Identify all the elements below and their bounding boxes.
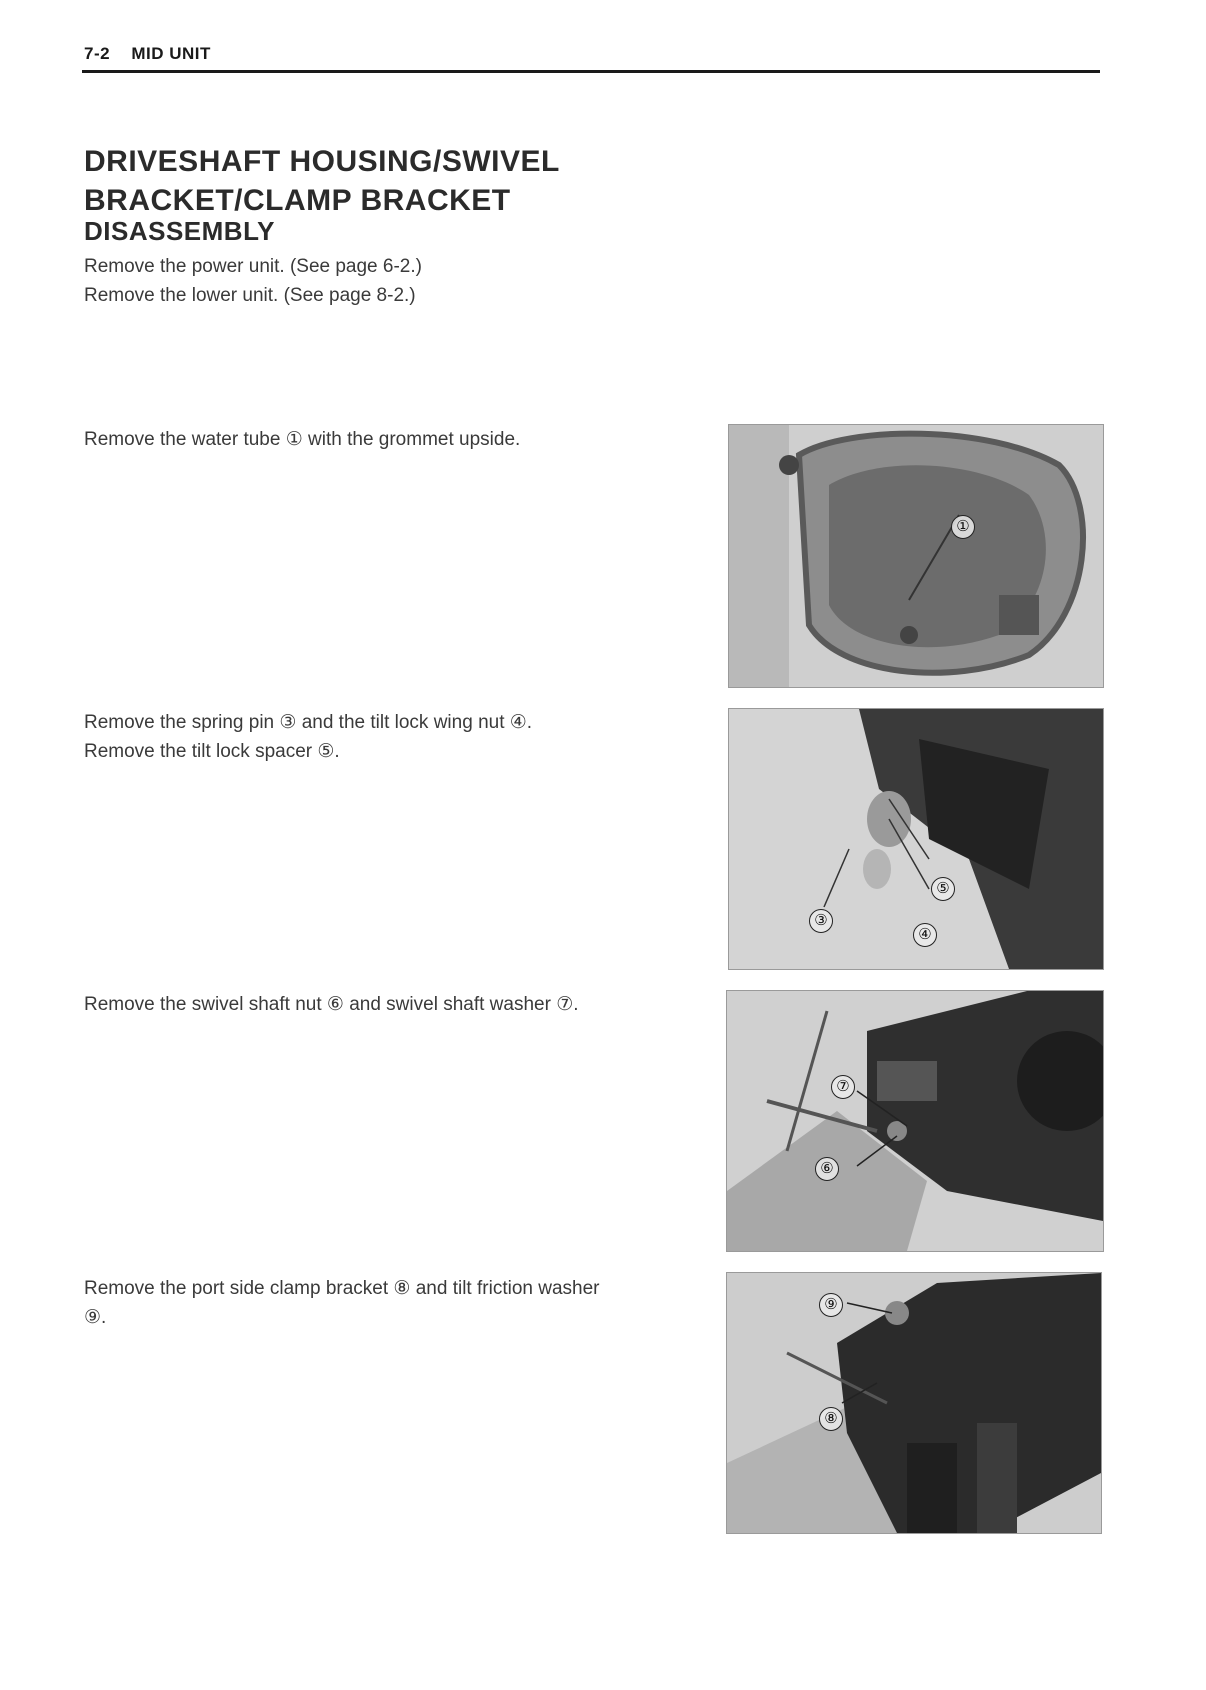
callout-3: ③ (809, 909, 833, 933)
section-title: MID UNIT (131, 44, 211, 63)
page-number: 7-2 (84, 44, 111, 63)
callout-7: ⑦ (831, 1075, 855, 1099)
photo-swivel-shaft (726, 990, 1104, 1252)
title-line-1: DRIVESHAFT HOUSING/SWIVEL (84, 145, 560, 178)
page-header (84, 44, 211, 64)
step-1-line-1: Remove the water tube ① with the grommet upside. (84, 429, 521, 450)
step-3-text (84, 990, 579, 1019)
page-title (84, 142, 560, 220)
photo-tilt-lock (728, 708, 1104, 970)
callout-8: ⑧ (819, 1407, 843, 1431)
subtitle: DISASSEMBLY (84, 216, 275, 246)
photo-clamp-bracket (726, 1272, 1102, 1534)
step-2-line-1: Remove the spring pin ③ and the tilt lock wing nut ④. (84, 712, 533, 733)
callout-6: ⑥ (815, 1157, 839, 1181)
intro-text (84, 252, 422, 310)
title-line-2: BRACKET/CLAMP BRACKET (84, 184, 511, 217)
callout-1: ① (951, 515, 975, 539)
intro-line-2: Remove the lower unit. (See page 8-2.) (84, 285, 416, 306)
header-rule (82, 70, 1100, 73)
callout-4: ④ (913, 923, 937, 947)
step-2-line-2: Remove the tilt lock spacer ⑤. (84, 741, 340, 762)
callout-5: ⑤ (931, 877, 955, 901)
intro-line-1: Remove the power unit. (See page 6-2.) (84, 256, 422, 277)
callout-9: ⑨ (819, 1293, 843, 1317)
step-4-line-1: Remove the port side clamp bracket ⑧ and tilt friction washer (84, 1278, 600, 1299)
step-4-line-2: ⑨. (84, 1307, 107, 1328)
step-3-line-1: Remove the swivel shaft nut ⑥ and swivel shaft washer ⑦. (84, 994, 579, 1015)
step-2-text (84, 708, 532, 766)
step-1-text (84, 425, 520, 454)
photo-water-tube (728, 424, 1104, 688)
step-4-text (84, 1274, 694, 1332)
